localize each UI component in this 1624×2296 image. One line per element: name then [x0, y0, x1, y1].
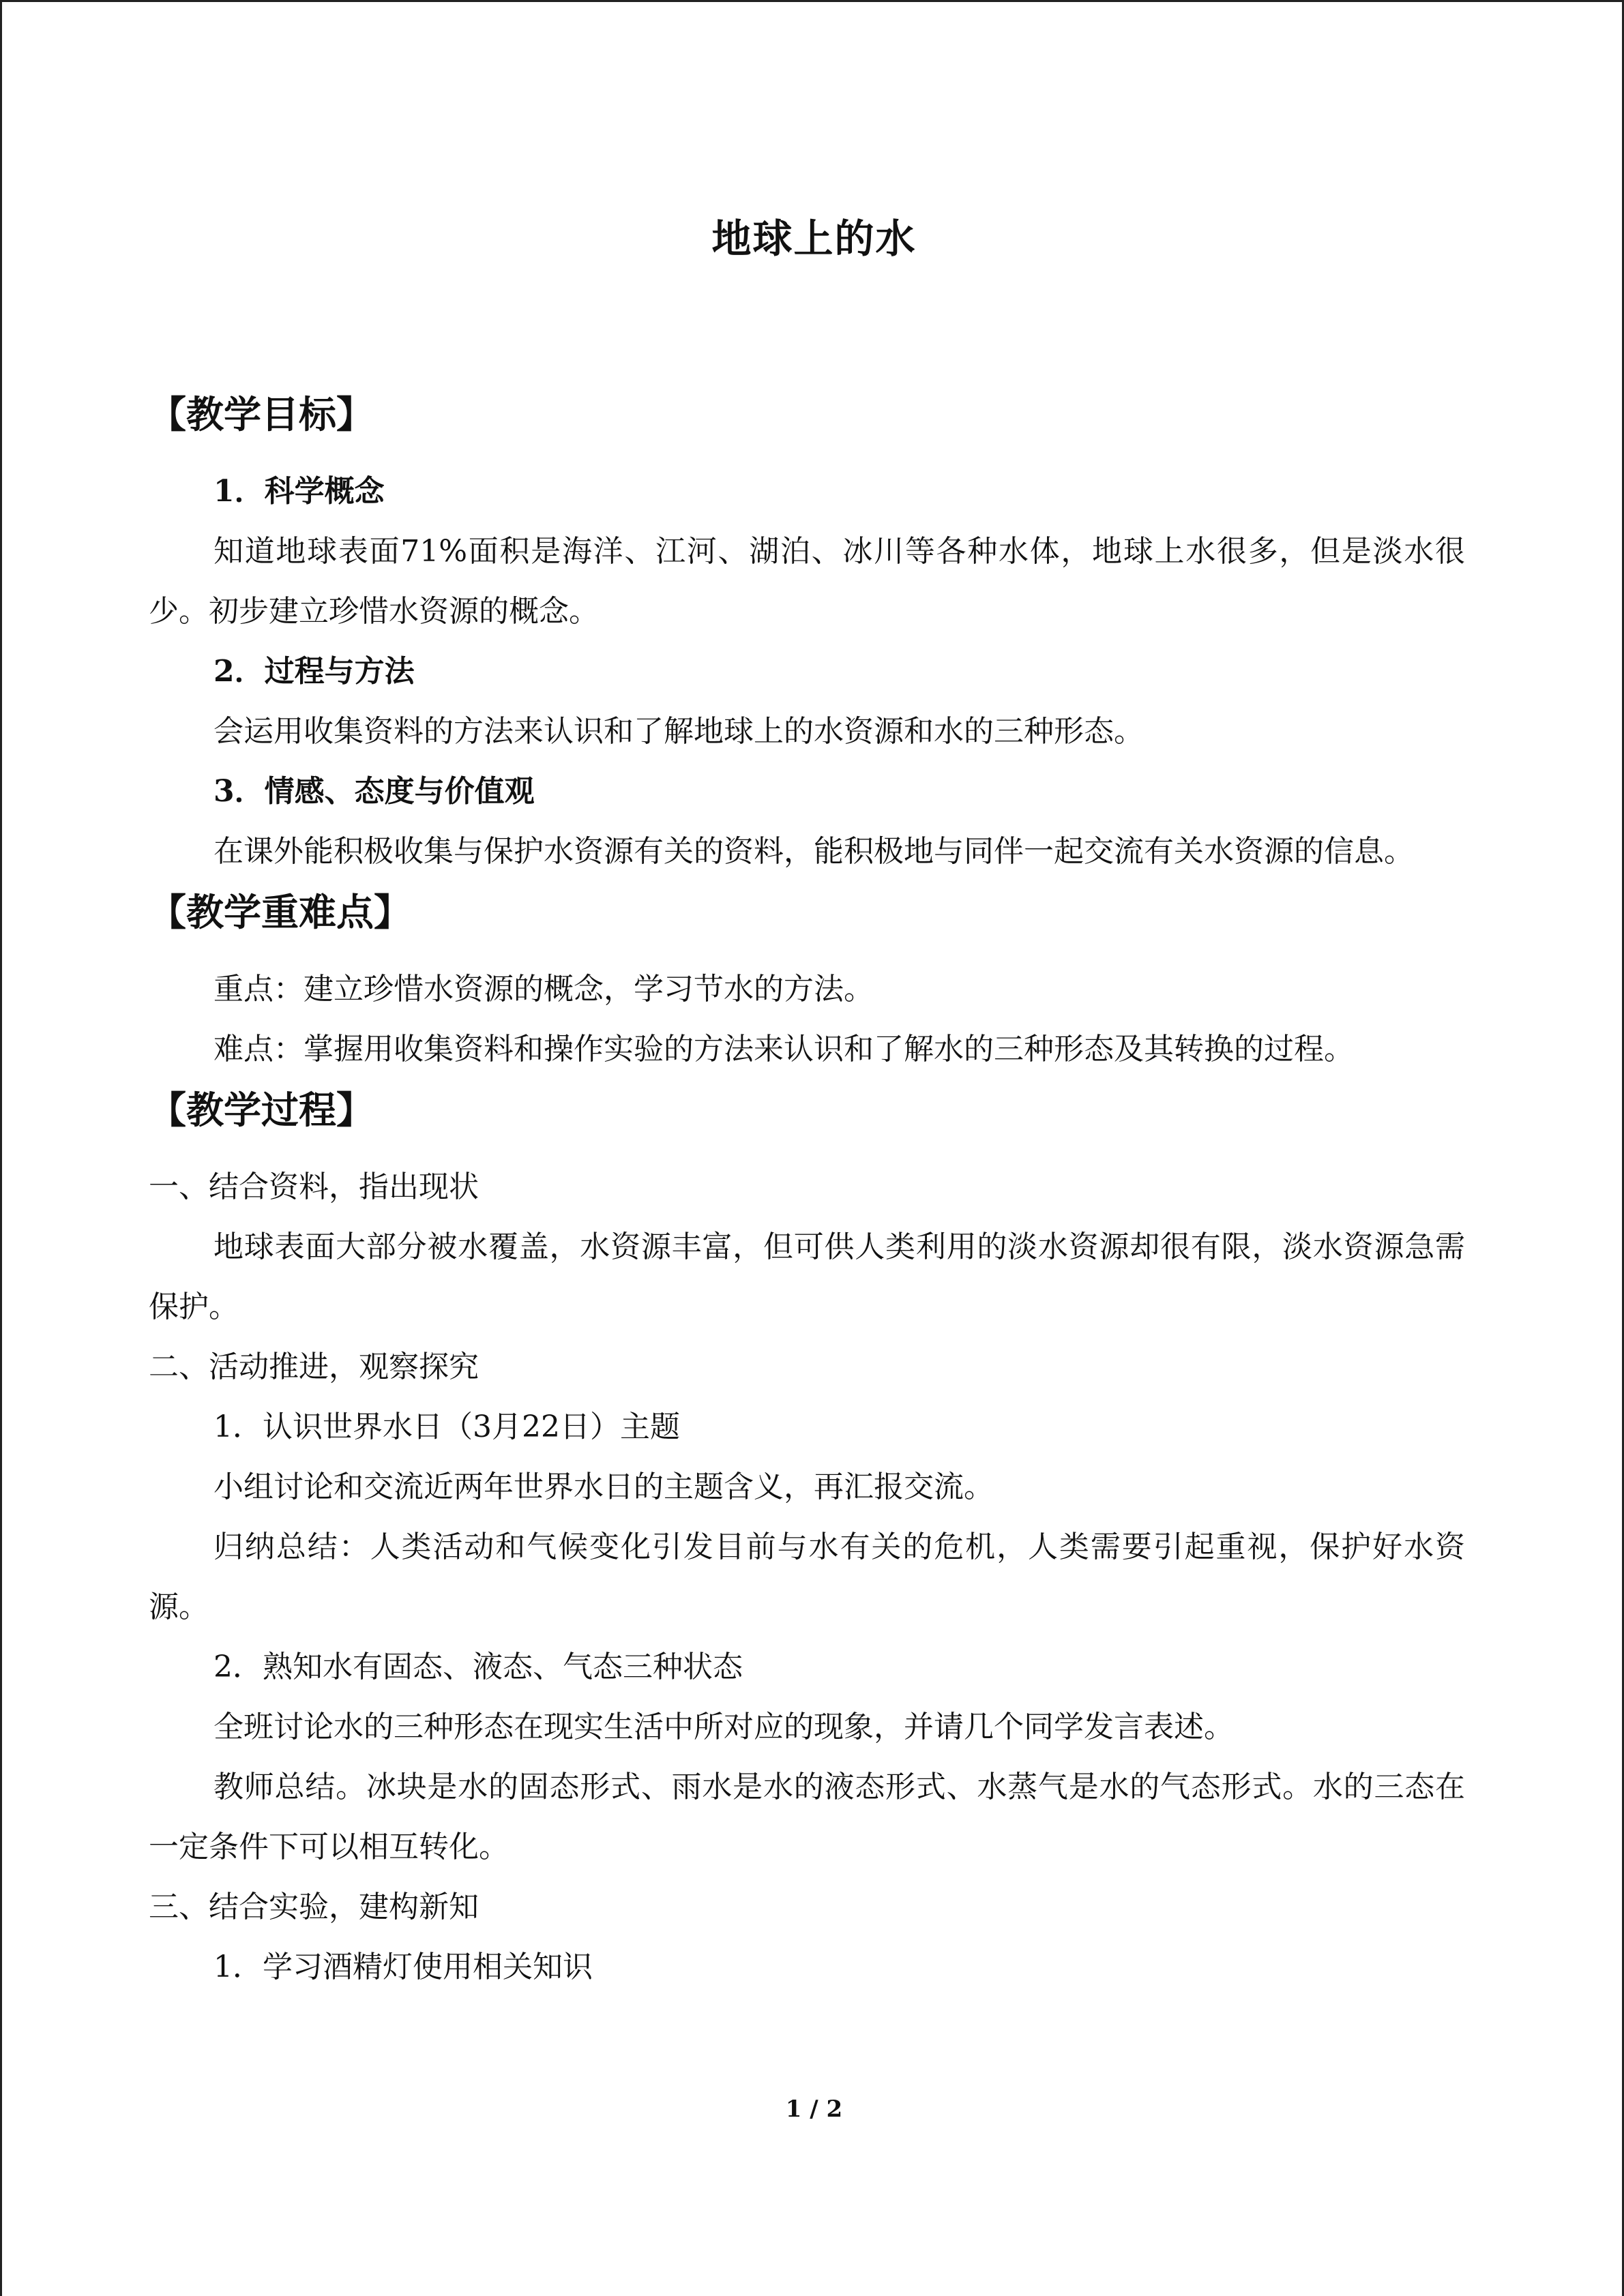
key-point-difficulty: 难点：掌握用收集资料和操作实验的方法来认识和了解水的三种形态及其转换的过程。	[213, 1032, 1354, 1067]
section-heading-key-points: 【教学重难点】	[149, 890, 412, 934]
process-step-1-text: 地球表面大部分被水覆盖，水资源丰富，但可供人类利用的淡水资源却很有限，淡水资源急需保护。	[149, 1229, 1465, 1324]
objective-text-concept: 知道地球表面71%面积是海洋、江河、湖泊、冰川等各种水体，地球上水很多，但是淡水很少。初步建立珍惜水资源的概念。	[149, 534, 1465, 629]
section-heading-process: 【教学过程】	[149, 1088, 374, 1132]
objective-heading-values: 3．情感、态度与价值观	[213, 774, 535, 809]
document-body	[149, 384, 1465, 1997]
process-step-2-sub-1-text-1: 小组讨论和交流近两年世界水日的主题含义，再汇报交流。	[213, 1470, 994, 1504]
objective-heading-method: 2．过程与方法	[213, 654, 415, 689]
process-step-2: 二、活动推进，观察探究	[149, 1350, 479, 1384]
process-step-2-sub-2-text-2: 教师总结。冰块是水的固态形式、雨水是水的液态形式、水蒸气是水的气态形式。水的三态在一定条件下可以相互转化。	[149, 1770, 1465, 1864]
process-step-2-sub-1: 1．认识世界水日（3月22日）主题	[213, 1410, 680, 1444]
page-title: 地球上的水	[711, 215, 917, 262]
process-step-1: 一、结合资料，指出现状	[149, 1169, 479, 1204]
process-step-2-sub-2: 2．熟知水有固态、液态、气态三种状态	[213, 1650, 743, 1684]
process-step-2-sub-2-text-1: 全班讨论水的三种形态在现实生活中所对应的现象，并请几个同学发言表述。	[213, 1710, 1234, 1744]
page-number: 1 / 2	[785, 2096, 843, 2123]
objective-text-method: 会运用收集资料的方法来认识和了解地球上的水资源和水的三种形态。	[213, 714, 1144, 749]
objective-text-values: 在课外能积极收集与保护水资源有关的资料，能积极地与同伴一起交流有关水资源的信息。	[213, 834, 1414, 869]
process-step-2-sub-1-text-2: 归纳总结：人类活动和气候变化引发目前与水有关的危机，人类需要引起重视，保护好水资源。	[149, 1530, 1465, 1624]
key-point-focus: 重点：建立珍惜水资源的概念，学习节水的方法。	[213, 972, 874, 1007]
process-step-3: 三、结合实验，建构新知	[149, 1890, 479, 1924]
section-heading-objectives: 【教学目标】	[149, 392, 374, 436]
process-step-3-sub-1: 1．学习酒精灯使用相关知识	[213, 1950, 593, 1984]
objective-heading-concept: 1．科学概念	[213, 474, 385, 509]
